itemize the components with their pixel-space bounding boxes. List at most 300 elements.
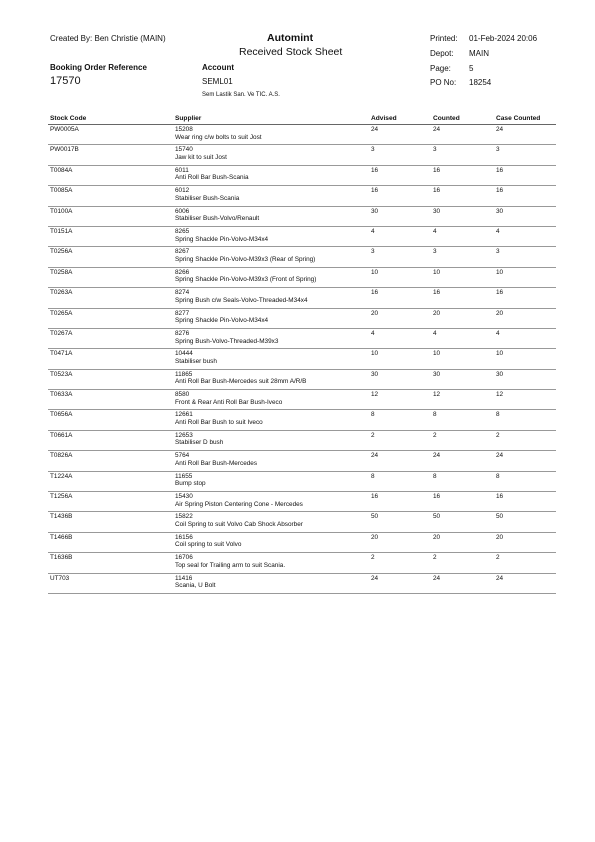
advised-cell [369, 471, 431, 491]
case-counted-cell [494, 451, 556, 471]
page-label: Page: [430, 64, 451, 73]
counted-qty: 16 [433, 187, 441, 195]
created-by-label: Created By: [50, 34, 93, 43]
stock-code: T1466B [50, 533, 73, 541]
stock-code-cell [48, 267, 173, 287]
table-row [48, 145, 556, 165]
supplier-code: 12661 [175, 411, 193, 419]
advised-qty: 3 [371, 146, 375, 154]
advised-qty: 16 [371, 289, 379, 297]
counted-cell [431, 328, 494, 348]
supplier-cell [173, 369, 369, 389]
stock-code: T1636B [50, 554, 73, 562]
stock-code-cell [48, 125, 173, 145]
advised-qty: 10 [371, 268, 379, 276]
case-counted-cell [494, 471, 556, 491]
case-counted-cell [494, 288, 556, 308]
stock-code: T1256A [50, 493, 73, 501]
case-counted-cell [494, 492, 556, 512]
advised-cell [369, 410, 431, 430]
table-row [48, 226, 556, 246]
table-row [48, 186, 556, 206]
supplier-cell [173, 125, 369, 145]
supplier-cell [173, 410, 369, 430]
table-row [48, 247, 556, 267]
supplier-code: 8267 [175, 248, 190, 256]
table-row [48, 165, 556, 185]
counted-qty: 50 [433, 513, 441, 521]
case-counted-qty: 16 [496, 289, 504, 297]
case-counted-qty: 8 [496, 411, 500, 419]
case-counted-qty: 4 [496, 329, 500, 337]
stock-code: T0826A [50, 452, 73, 460]
advised-cell [369, 573, 431, 593]
counted-qty: 16 [433, 166, 441, 174]
stock-code-cell [48, 349, 173, 369]
advised-qty: 16 [371, 166, 379, 174]
counted-qty: 24 [433, 126, 441, 133]
item-description: Spring Bush-Volvo-Threaded-M39x3 [175, 337, 279, 345]
stock-code: T0267A [50, 329, 73, 337]
advised-qty: 3 [371, 248, 375, 256]
advised-qty: 50 [371, 513, 379, 521]
case-counted-qty: 30 [496, 207, 504, 215]
stock-code: PW0005A [50, 126, 79, 133]
advised-qty: 30 [371, 370, 379, 378]
item-description: Air Spring Piston Centering Cone - Mercedes [175, 500, 303, 508]
counted-qty: 30 [433, 370, 441, 378]
supplier-cell [173, 471, 369, 491]
stock-code-cell [48, 553, 173, 573]
stock-code-cell [48, 308, 173, 328]
item-description: Coil Spring to suit Volvo Cab Shock Absorber [175, 521, 303, 529]
case-counted-qty: 24 [496, 126, 504, 133]
table-row [48, 492, 556, 512]
case-counted-qty: 16 [496, 187, 504, 195]
counted-qty: 20 [433, 309, 441, 317]
case-counted-qty: 10 [496, 268, 504, 276]
stock-code: UT703 [50, 574, 70, 582]
table-row [48, 553, 556, 573]
item-description: Anti Roll Bar Bush-Mercedes [175, 459, 258, 467]
counted-cell [431, 288, 494, 308]
stock-code-cell [48, 328, 173, 348]
printed-value: 01-Feb-2024 20:06 [469, 34, 538, 43]
counted-qty: 16 [433, 289, 441, 297]
advised-qty: 8 [371, 472, 375, 480]
counted-qty: 8 [433, 411, 437, 419]
counted-cell [431, 247, 494, 267]
case-counted-cell [494, 553, 556, 573]
stock-code: T0256A [50, 248, 73, 256]
supplier-cell [173, 165, 369, 185]
table-row [48, 369, 556, 389]
col-header-stock-code: Stock Code [48, 114, 173, 125]
stock-code: T1436B [50, 513, 73, 521]
counted-cell [431, 145, 494, 165]
case-counted-cell [494, 532, 556, 552]
advised-cell [369, 247, 431, 267]
stock-code-cell [48, 512, 173, 532]
stock-code: T0656A [50, 411, 73, 419]
table-row [48, 349, 556, 369]
supplier-cell [173, 553, 369, 573]
counted-cell [431, 226, 494, 246]
supplier-cell [173, 390, 369, 410]
stock-code: T0151A [50, 227, 73, 235]
depot-label: Depot: [430, 49, 454, 58]
counted-cell [431, 390, 494, 410]
po-value: 18254 [469, 78, 492, 87]
counted-cell [431, 206, 494, 226]
stock-code-cell [48, 186, 173, 206]
case-counted-cell [494, 125, 556, 145]
advised-cell [369, 512, 431, 532]
counted-qty: 3 [433, 146, 437, 154]
stock-code: T0085A [50, 187, 73, 195]
stock-code: T0523A [50, 370, 73, 378]
table-header-row [48, 114, 556, 125]
case-counted-cell [494, 308, 556, 328]
supplier-cell [173, 267, 369, 287]
printed-label: Printed: [430, 34, 458, 43]
stock-code: T1224A [50, 472, 73, 480]
stock-code-cell [48, 226, 173, 246]
table-row [48, 532, 556, 552]
item-description: Stabiliser D bush [175, 439, 224, 447]
advised-cell [369, 125, 431, 145]
counted-qty: 16 [433, 493, 441, 501]
advised-cell [369, 492, 431, 512]
account-code: SEML01 [202, 77, 233, 86]
booking-ref-label: Booking Order Reference [50, 63, 147, 72]
stock-code-cell [48, 390, 173, 410]
counted-qty: 10 [433, 350, 441, 358]
stock-code-cell [48, 145, 173, 165]
counted-cell [431, 267, 494, 287]
table-body [48, 125, 556, 594]
stock-code-cell [48, 165, 173, 185]
counted-cell [431, 308, 494, 328]
advised-cell [369, 369, 431, 389]
counted-qty: 12 [433, 391, 441, 399]
stock-code-cell [48, 247, 173, 267]
item-description: Stabiliser Bush-Scania [175, 194, 240, 202]
case-counted-cell [494, 267, 556, 287]
stock-code-cell [48, 471, 173, 491]
advised-cell [369, 145, 431, 165]
table-row [48, 512, 556, 532]
supplier-code: 8265 [175, 227, 190, 235]
supplier-cell [173, 145, 369, 165]
item-description: Coil spring to suit Volvo [175, 541, 242, 549]
booking-ref-value: 17570 [50, 75, 81, 87]
supplier-code: 6012 [175, 187, 190, 195]
supplier-cell [173, 226, 369, 246]
counted-qty: 24 [433, 574, 441, 582]
counted-qty: 10 [433, 268, 441, 276]
stock-code-cell [48, 451, 173, 471]
counted-cell [431, 369, 494, 389]
received-stock-table [48, 114, 556, 594]
col-header-supplier: Supplier [173, 114, 369, 125]
supplier-cell [173, 430, 369, 450]
case-counted-qty: 8 [496, 472, 500, 480]
col-header-case-counted: Case Counted [494, 114, 556, 125]
advised-cell [369, 532, 431, 552]
supplier-cell [173, 328, 369, 348]
stock-code: T0258A [50, 268, 73, 276]
stock-code-cell [48, 410, 173, 430]
stock-code: T0100A [50, 207, 73, 215]
table-row [48, 308, 556, 328]
stock-code-cell [48, 206, 173, 226]
counted-qty: 2 [433, 431, 437, 439]
page-value: 5 [469, 64, 474, 73]
counted-cell [431, 165, 494, 185]
stock-code: T0263A [50, 289, 73, 297]
case-counted-cell [494, 247, 556, 267]
counted-cell [431, 492, 494, 512]
supplier-code: 15208 [175, 126, 193, 133]
stock-code-cell [48, 573, 173, 593]
col-header-advised: Advised [369, 114, 431, 125]
case-counted-qty: 2 [496, 431, 500, 439]
case-counted-qty: 10 [496, 350, 504, 358]
advised-qty: 16 [371, 187, 379, 195]
advised-qty: 20 [371, 533, 379, 541]
counted-cell [431, 451, 494, 471]
table-row [48, 471, 556, 491]
supplier-code: 11416 [175, 574, 193, 582]
supplier-code: 15822 [175, 513, 193, 521]
case-counted-cell [494, 369, 556, 389]
case-counted-cell [494, 226, 556, 246]
advised-cell [369, 186, 431, 206]
case-counted-qty: 12 [496, 391, 504, 399]
counted-cell [431, 471, 494, 491]
table-row [48, 410, 556, 430]
table-row [48, 451, 556, 471]
supplier-cell [173, 349, 369, 369]
item-description: Spring Shackle Pin-Volvo-M39x3 (Rear of Spring) [175, 255, 316, 263]
advised-qty: 24 [371, 574, 379, 582]
supplier-cell [173, 451, 369, 471]
created-by-value: Ben Christie (MAIN) [94, 34, 166, 43]
table-row [48, 125, 556, 145]
advised-cell [369, 165, 431, 185]
case-counted-qty: 4 [496, 227, 500, 235]
account-label: Account [202, 63, 234, 72]
case-counted-cell [494, 390, 556, 410]
counted-cell [431, 512, 494, 532]
counted-qty: 30 [433, 207, 441, 215]
advised-cell [369, 390, 431, 410]
case-counted-cell [494, 206, 556, 226]
advised-cell [369, 308, 431, 328]
advised-qty: 10 [371, 350, 379, 358]
item-description: Wear ring c/w bolts to suit Jost [175, 133, 262, 141]
counted-cell [431, 410, 494, 430]
stock-code: PW0017B [50, 146, 79, 154]
advised-cell [369, 288, 431, 308]
counted-cell [431, 532, 494, 552]
sheet-title: Received Stock Sheet [239, 46, 343, 58]
advised-qty: 20 [371, 309, 379, 317]
case-counted-cell [494, 145, 556, 165]
case-counted-qty: 20 [496, 533, 504, 541]
stock-code-cell [48, 369, 173, 389]
supplier-cell [173, 308, 369, 328]
case-counted-cell [494, 186, 556, 206]
item-description: Top seal for Trailing arm to suit Scania. [175, 561, 286, 569]
item-description: Anti Roll Bar Bush to suit Iveco [175, 419, 263, 427]
advised-cell [369, 267, 431, 287]
supplier-cell [173, 186, 369, 206]
stock-code: T0471A [50, 350, 73, 358]
item-description: Spring Shackle Pin-Volvo-M34x4 [175, 317, 269, 325]
supplier-code: 8266 [175, 268, 190, 276]
advised-qty: 30 [371, 207, 379, 215]
counted-cell [431, 349, 494, 369]
supplier-code: 10444 [175, 350, 193, 358]
item-description: Spring Shackle Pin-Volvo-M34x4 [175, 235, 269, 243]
item-description: Jaw kit to suit Jost [175, 153, 227, 161]
supplier-code: 8580 [175, 391, 190, 399]
case-counted-qty: 24 [496, 574, 504, 582]
counted-qty: 4 [433, 227, 437, 235]
item-description: Spring Bush c/w Seals-Volvo-Threaded-M34x4 [175, 296, 308, 304]
table-row [48, 390, 556, 410]
supplier-code: 11865 [175, 370, 193, 378]
counted-cell [431, 125, 494, 145]
table-row [48, 328, 556, 348]
case-counted-cell [494, 512, 556, 532]
table-row [48, 430, 556, 450]
col-header-counted: Counted [431, 114, 494, 125]
stock-code: T0661A [50, 431, 73, 439]
supplier-code: 8276 [175, 329, 190, 337]
stock-code-cell [48, 532, 173, 552]
table-row [48, 267, 556, 287]
counted-cell [431, 553, 494, 573]
advised-qty: 2 [371, 431, 375, 439]
case-counted-qty: 2 [496, 554, 500, 562]
supplier-code: 8274 [175, 289, 190, 297]
supplier-code: 5764 [175, 452, 190, 460]
advised-cell [369, 430, 431, 450]
table-row [48, 288, 556, 308]
case-counted-qty: 20 [496, 309, 504, 317]
stock-code-cell [48, 430, 173, 450]
counted-qty: 2 [433, 554, 437, 562]
counted-qty: 4 [433, 329, 437, 337]
item-description: Anti Roll Bar Bush-Mercedes suit 28mm A/R/B [175, 378, 307, 386]
advised-cell [369, 553, 431, 573]
supplier-code: 15430 [175, 493, 193, 501]
stock-code: T0265A [50, 309, 73, 317]
supplier-code: 16706 [175, 554, 193, 562]
account-name: Sem Lastik San. Ve TIC. A.S. [202, 92, 280, 98]
advised-cell [369, 328, 431, 348]
po-label: PO No: [430, 78, 457, 87]
stock-code: T0633A [50, 391, 73, 399]
case-counted-qty: 24 [496, 452, 504, 460]
supplier-cell [173, 288, 369, 308]
counted-qty: 20 [433, 533, 441, 541]
item-description: Stabiliser Bush-Volvo/Renault [175, 215, 260, 223]
supplier-cell [173, 206, 369, 226]
advised-qty: 24 [371, 126, 379, 133]
table-row [48, 206, 556, 226]
case-counted-cell [494, 349, 556, 369]
case-counted-cell [494, 410, 556, 430]
item-description: Front & Rear Anti Roll Bar Bush-Iveco [175, 398, 283, 406]
case-counted-qty: 50 [496, 513, 504, 521]
advised-qty: 24 [371, 452, 379, 460]
case-counted-cell [494, 165, 556, 185]
case-counted-qty: 16 [496, 493, 504, 501]
advised-cell [369, 349, 431, 369]
counted-qty: 3 [433, 248, 437, 256]
company-name: Automint [267, 32, 314, 44]
supplier-cell [173, 573, 369, 593]
stock-code-cell [48, 492, 173, 512]
advised-cell [369, 226, 431, 246]
supplier-code: 12653 [175, 431, 193, 439]
created-by [50, 34, 166, 44]
advised-qty: 2 [371, 554, 375, 562]
stock-code: T0084A [50, 166, 73, 174]
counted-qty: 24 [433, 452, 441, 460]
counted-cell [431, 430, 494, 450]
table-row [48, 573, 556, 593]
item-description: Anti Roll Bar Bush-Scania [175, 174, 249, 182]
item-description: Spring Shackle Pin-Volvo-M39x3 (Front of Spring) [175, 276, 317, 284]
depot-value: MAIN [469, 49, 489, 58]
case-counted-qty: 3 [496, 248, 500, 256]
supplier-cell [173, 492, 369, 512]
stock-code-cell [48, 288, 173, 308]
supplier-code: 15740 [175, 146, 193, 154]
item-description: Stabiliser bush [175, 357, 217, 365]
supplier-code: 8277 [175, 309, 190, 317]
supplier-cell [173, 247, 369, 267]
counted-cell [431, 573, 494, 593]
advised-qty: 8 [371, 411, 375, 419]
case-counted-cell [494, 573, 556, 593]
advised-cell [369, 206, 431, 226]
supplier-cell [173, 532, 369, 552]
case-counted-cell [494, 328, 556, 348]
advised-qty: 12 [371, 391, 379, 399]
case-counted-qty: 3 [496, 146, 500, 154]
supplier-code: 6011 [175, 166, 189, 174]
advised-qty: 16 [371, 493, 379, 501]
advised-qty: 4 [371, 329, 375, 337]
counted-qty: 8 [433, 472, 437, 480]
supplier-cell [173, 512, 369, 532]
supplier-code: 6006 [175, 207, 190, 215]
item-description: Bump stop [175, 480, 206, 488]
counted-cell [431, 186, 494, 206]
case-counted-qty: 30 [496, 370, 504, 378]
supplier-code: 11655 [175, 472, 193, 480]
advised-cell [369, 451, 431, 471]
case-counted-cell [494, 430, 556, 450]
advised-qty: 4 [371, 227, 375, 235]
item-description: Scania, U Bolt [175, 582, 216, 590]
